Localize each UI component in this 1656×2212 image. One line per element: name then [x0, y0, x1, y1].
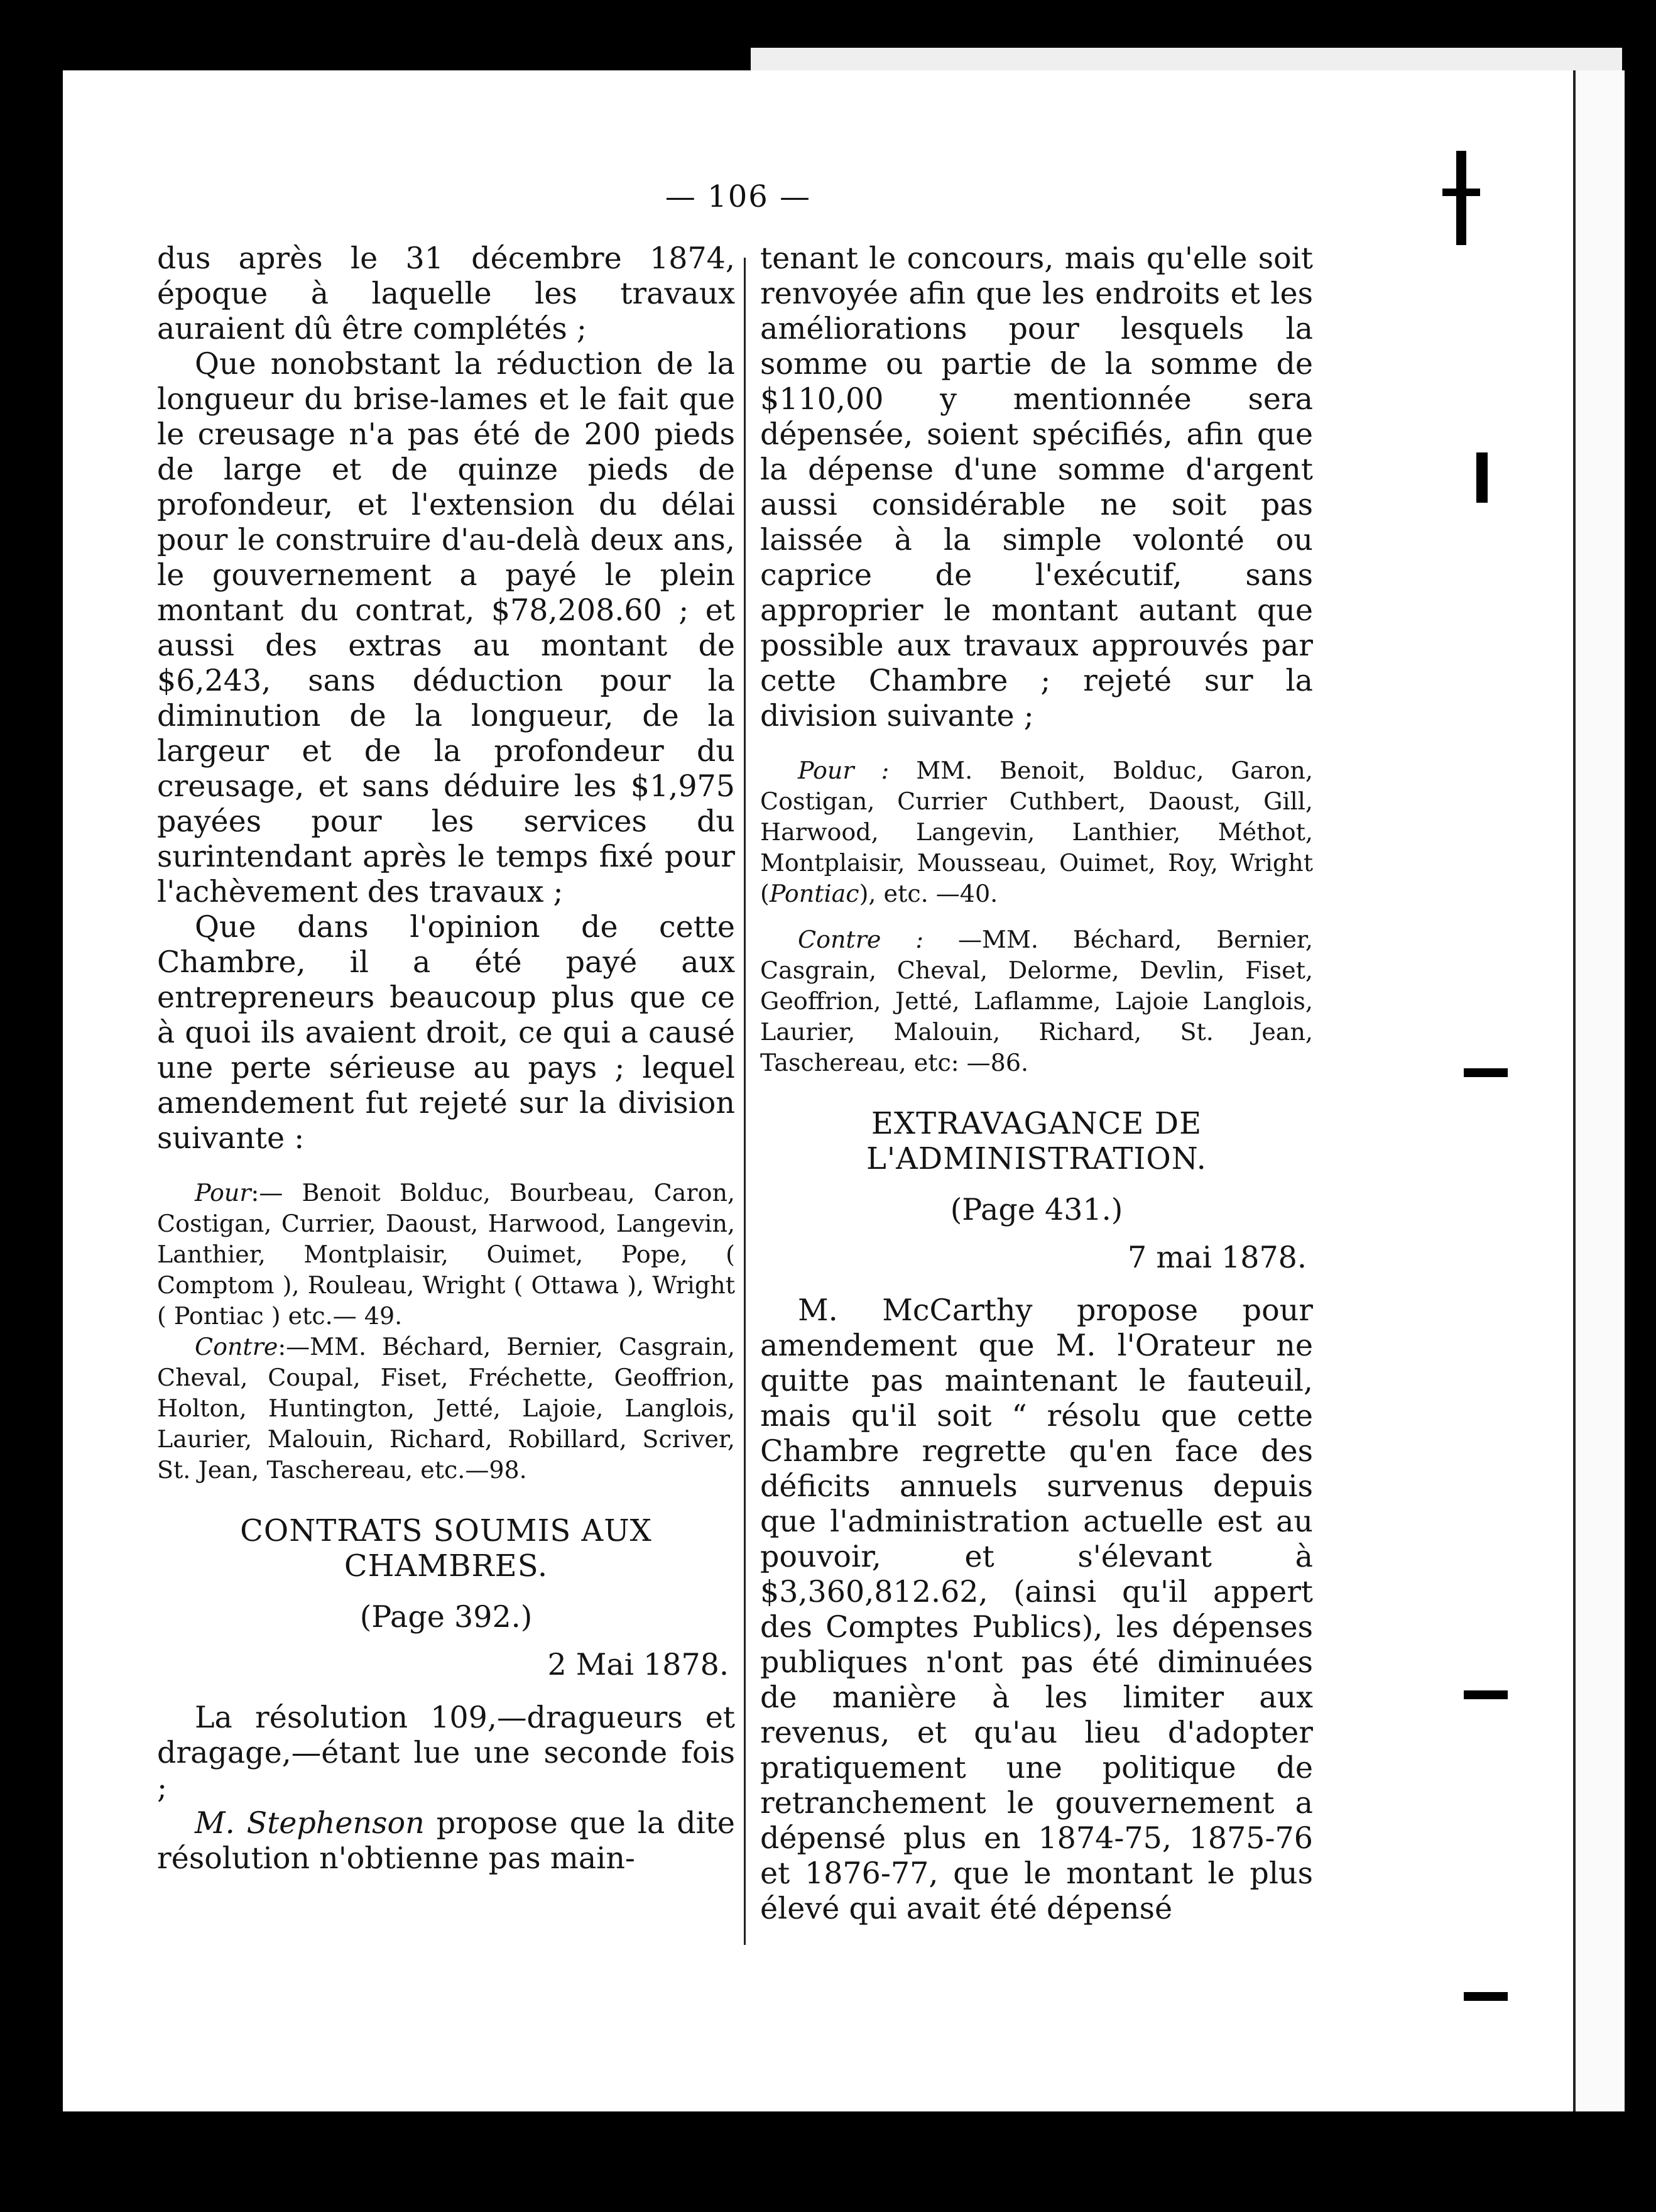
vote-italic: Pontiac — [769, 880, 859, 907]
scan-mark — [1464, 1068, 1508, 1077]
scan-mark — [1476, 452, 1488, 503]
vote-list: :— Benoit Bolduc, Bourbeau, Caron, Costigan, Currier, Daoust, Harwood, Langevin, Lanthier, Montplaisir, Ouimet, Pope, ( Comptom ), Rouleau, Wright ( Ottawa ), Wright ( Pontiac ) etc.— 49. — [157, 1179, 735, 1330]
scan-mark — [1442, 189, 1480, 196]
paragraph: dus après le 31 décembre 1874, époque à laquelle les travaux auraient dû être complétés ; — [157, 241, 735, 346]
right-column — [760, 241, 1313, 1927]
paragraph: La résolution 109,—dragueurs et dragage,—étant lue une seconde fois ; — [157, 1700, 735, 1805]
left-column — [157, 241, 735, 1876]
column-divider — [744, 258, 746, 1945]
page-number: — 106 — — [665, 179, 812, 214]
scan-mark — [1464, 1992, 1508, 2001]
vote-contre — [760, 924, 1313, 1078]
vote-label: Contre : — [798, 926, 924, 953]
paragraph: M. McCarthy propose pour amendement que M. l'Orateur ne quitte pas maintenant le fauteuil, mais qu'il soit “ résolu que cette Chambre regrette qu'en face des déficits annuels survenus depuis que l'administration actuelle est au pouvoir, et s'élevant à $3,360,812.62, (ainsi qu'il appert des Comptes Publics), les dépenses publiques n'ont pas été diminuées de manière à les limiter aux revenus, et qu'au lieu d'adopter pratiquement une politique de retranchement le gouvernement a dépensé plus en 1874-75, 1875-76 et 1876-77, que le montant le plus élevé qui avait été dépensé — [760, 1293, 1313, 1926]
scan-mark — [1456, 151, 1466, 245]
page-reference: (Page 431.) — [950, 1193, 1123, 1227]
vote-list-end: ), etc. —40. — [859, 880, 998, 907]
section-heading: CONTRATS SOUMIS AUX CHAMBRES. — [240, 1513, 652, 1584]
vote-contre — [157, 1332, 735, 1486]
adjacent-page-edge — [1573, 70, 1625, 2111]
paragraph — [157, 1806, 735, 1876]
paragraph: tenant le concours, mais qu'elle soit renvoyée afin que les endroits et les améliorations pour lesquels la somme ou partie de la somme de $110,00 y mentionnée sera dépensée, soient spécifiés, afin que la dépense d'une somme d'argent aussi considérable ne soit pas laissée à la simple volonté ou caprice de l'exécutif, sans approprier le montant autant que possible aux travaux approuvés par cette Chambre ; rejeté sur la division suivante ; — [760, 241, 1313, 733]
vote-pour — [760, 755, 1313, 909]
paragraph: Que dans l'opinion de cette Chambre, il a été payé aux entrepreneurs beaucoup plus que ce à quoi ils avaient droit, ce qui a causé une perte sérieuse au pays ; lequel amendement fut rejeté sur la division suivante : — [157, 910, 735, 1156]
vote-list: :—MM. Béchard, Bernier, Casgrain, Cheval, Coupal, Fiset, Fréchette, Geoffrion, Holton, Huntington, Jetté, Lajoie, Langlois, Laurier, Malouin, Richard, Robillard, Scriver, St. Jean, Taschereau, etc.—98. — [157, 1333, 735, 1484]
page-reference: (Page 392.) — [359, 1600, 533, 1634]
vote-label: Pour — [195, 1179, 251, 1207]
vote-label: Contre — [195, 1333, 278, 1361]
vote-list: —MM. Béchard, Bernier, Casgrain, Cheval, Delorme, Devlin, Fiset, Geoffrion, Jetté, Laflamme, Lajoie Langlois, Laurier, Malouin, Richard, St. Jean, Taschereau, etc: —86. — [760, 926, 1314, 1076]
vote-label: Pour : — [798, 757, 890, 784]
speaker-name: M. Stephenson — [195, 1806, 425, 1841]
paragraph: Que nonobstant la réduction de la longueur du brise-lames et le fait que le creusage n'a pas été de 200 pieds de large et de quinze pieds de profondeur, et l'extension du délai pour le construire d'au-delà deux ans, le gouvernement a payé le plein montant du contrat, $78,208.60 ; et aussi des extras au montant de $6,243, sans déduction pour la diminution de la longueur, de la largeur et de la profondeur du creusage, et sans déduire les $1,975 payées pour les services du surintendant après le temps fixé pour l'achèvement des travaux ; — [157, 347, 735, 909]
paragraph-text: propose que la dite résolution n'obtienne pas main- — [157, 1806, 735, 1876]
vote-list: MM. Benoit, Bolduc, Garon, Costigan, Currier Cuthbert, Daoust, Gill, Harwood, Langevin, Lanthier, Méthot, Montplaisir, Mousseau, Ouimet, Roy, Wright ( — [760, 757, 1313, 907]
section-heading: EXTRAVAGANCE DE L'ADMINISTRATION. — [866, 1106, 1207, 1176]
vote-pour — [157, 1178, 735, 1332]
date: 2 Mai 1878. — [547, 1648, 729, 1682]
scan-mark — [1464, 1690, 1508, 1699]
date: 7 mai 1878. — [1128, 1240, 1307, 1275]
